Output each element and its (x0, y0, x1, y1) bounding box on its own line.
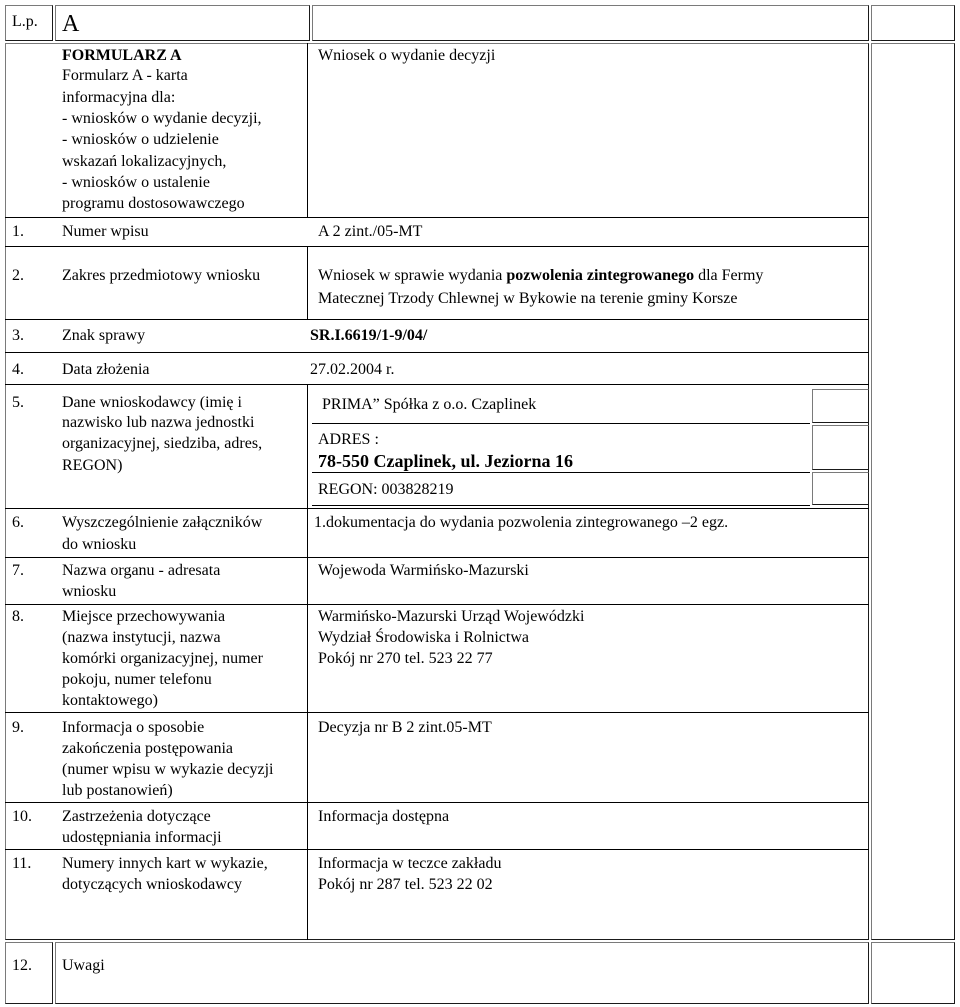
row10-label-2: udostępniania informacji (62, 829, 222, 846)
row2-value-line1 (318, 266, 763, 285)
row2-num: 2. (12, 267, 24, 284)
row5-label-3: organizacyjnej, siedziba, adres, (62, 435, 263, 452)
row6-value: 1.dokumentacja do wydania pozwolenia zintegrowanego –2 egz. (314, 514, 729, 531)
row1-num: 1. (12, 223, 24, 240)
row5-label-4: REGON) (62, 457, 123, 474)
row5-label-1: Dane wnioskodawcy (imię i (62, 394, 242, 411)
row3-label: Znak sprawy (62, 327, 146, 344)
row6-label-2: do wniosku (62, 536, 137, 553)
regon-side-box-2 (812, 425, 869, 470)
row6-num: 6. (12, 514, 24, 531)
row1-label: Numer wpisu (62, 223, 149, 240)
header-blank-cell (312, 5, 869, 41)
header-right-cell (871, 5, 955, 41)
lp-label: L.p. (12, 13, 38, 30)
form-desc-6: - wniosków o ustalenie (62, 174, 210, 191)
row3-value: SR.I.6619/1-9/04/ (310, 327, 428, 344)
row1-value: A 2 zint./05-MT (318, 223, 423, 240)
row7-label-1: Nazwa organu - adresata (62, 562, 221, 579)
row10-label-1: Zastrzeżenia dotyczące (62, 808, 211, 825)
row9-num: 9. (12, 719, 24, 736)
row2-value-bold: pozwolenia zintegrowanego (506, 267, 695, 284)
row12-num: 12. (12, 957, 32, 974)
row8-label-4: pokoju, numer telefonu (62, 671, 212, 688)
row4-num: 4. (12, 361, 24, 378)
form-desc-3: - wniosków o wydanie decyzji, (62, 110, 262, 127)
row9-label-4: lub postanowień) (62, 782, 173, 799)
row4-label: Data złożenia (62, 361, 150, 378)
form-title: FORMULARZ A (62, 47, 182, 64)
row6-label-1: Wyszczególnienie załączników (62, 514, 263, 531)
row11-value-2: Pokój nr 287 tel. 523 22 02 (318, 876, 493, 893)
form-letter: A (62, 11, 80, 37)
row2-value-line2: Matecznej Trzody Chlewnej w Bykowie na terenie gminy Korsze (318, 290, 738, 307)
row11-label-1: Numery innych kart w wykazie, (62, 855, 268, 872)
row8-label-1: Miejsce przechowywania (62, 608, 226, 625)
row8-value-3: Pokój nr 270 tel. 523 22 77 (318, 650, 493, 667)
row2-value-pre: Wniosek w sprawie wydania (318, 267, 507, 284)
row10-value: Informacja dostępna (318, 808, 450, 825)
row11-label-2: dotyczących wnioskodawcy (62, 876, 242, 893)
row8-label-2: (nazwa instytucji, nazwa (62, 629, 221, 646)
row7-label-2: wniosku (62, 583, 117, 600)
row4-value: 27.02.2004 r. (310, 361, 395, 378)
regon-side-box-1 (812, 389, 869, 423)
row5-num: 5. (12, 394, 24, 411)
uwagi-right-cell (871, 942, 955, 1004)
row5-label-2: nazwisko lub nazwa jednostki (62, 414, 255, 431)
row8-num: 8. (12, 608, 24, 625)
row7-value: Wojewoda Warmińsko-Mazurski (318, 562, 529, 579)
request-type: Wniosek o wydanie decyzji (318, 47, 496, 64)
row8-label-5: kontaktowego) (62, 692, 158, 709)
form-desc-2: informacyjna dla: (62, 89, 176, 106)
address-label: ADRES : (318, 431, 379, 448)
form-desc-1: Formularz A - karta (62, 67, 188, 84)
row12-label: Uwagi (62, 957, 105, 974)
row9-value: Decyzja nr B 2 zint.05-MT (318, 719, 492, 736)
row3-num: 3. (12, 327, 24, 344)
applicant-name: PRIMA” Spółka z o.o. Czaplinek (322, 396, 537, 413)
applicant-regon: REGON: 003828219 (318, 481, 454, 498)
regon-side-box-3 (812, 472, 869, 505)
row2-value-post: dla Fermy (694, 267, 764, 284)
row11-value-1: Informacja w teczce zakładu (318, 855, 502, 872)
row10-num: 10. (12, 808, 32, 825)
form-desc-4: - wniosków o udzielenie (62, 131, 219, 148)
form-desc-5: wskazań lokalizacyjnych, (62, 153, 227, 170)
row9-label-2: zakończenia postępowania (62, 740, 234, 757)
row9-label-1: Informacja o sposobie (62, 719, 205, 736)
row8-value-2: Wydział Środowiska i Rolnictwa (318, 629, 529, 646)
row8-label-3: komórki organizacyjnej, numer (62, 650, 263, 667)
right-column-cell (871, 43, 955, 940)
form-letter-cell (55, 5, 310, 41)
row8-value-1: Warmińsko-Mazurski Urząd Wojewódzki (318, 608, 585, 625)
row9-label-3: (numer wpisu w wykazie decyzji (62, 761, 274, 778)
row11-num: 11. (12, 855, 32, 872)
uwagi-cell (55, 942, 869, 1004)
applicant-address: 78-550 Czaplinek, ul. Jeziorna 16 (318, 451, 573, 471)
form-desc-7: programu dostosowawczego (62, 195, 245, 212)
row7-num: 7. (12, 562, 24, 579)
row2-label: Zakres przedmiotowy wniosku (62, 267, 261, 284)
